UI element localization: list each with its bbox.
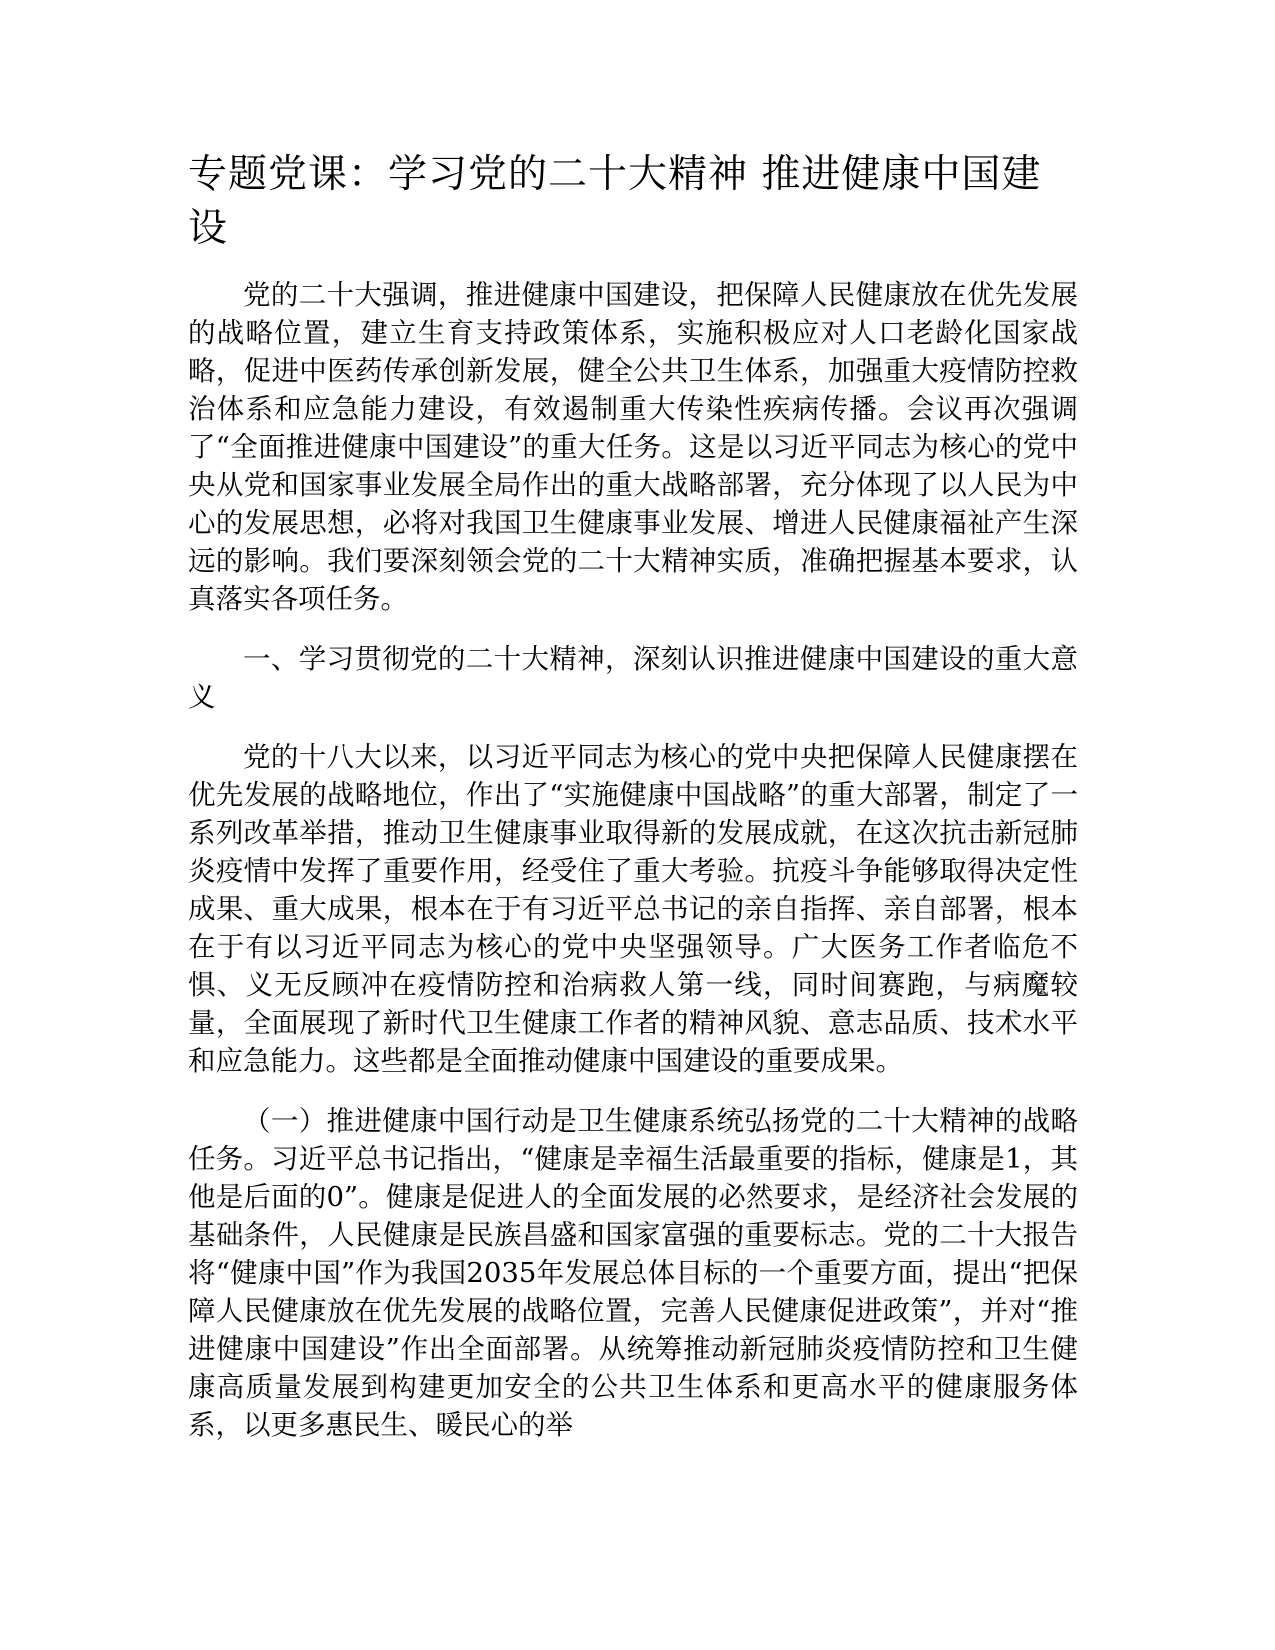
paragraph-achievements: 党的十八大以来，以习近平同志为核心的党中央把保障人民健康摆在优先发展的战略地位，作出了“实施健康中国战略”的重大部署，制定了一系列改革举措，推动卫生健康事业取得新的发展成就，在这次抗击新冠肺炎疫情中发挥了重要作用，经受住了重大考验。抗疫斗争能够取得决定性成果、重大成果，根本在于有习近平总书记的亲自指挥、亲自部署，根本在于有以习近平同志为核心的党中央坚强领导。广大医务工作者临危不惧、义无反顾冲在疫情防控和治病救人第一线，同时间赛跑，与病魔较量，全面展现了新时代卫生健康工作者的精神风貌、意志品质、技术水平和应急能力。这些都是全面推动健康中国建设的重要成果。 (188, 741, 1078, 1077)
section-heading-1: 一、学习贯彻党的二十大精神，深刻认识推进健康中国建设的重大意义 (188, 643, 1078, 713)
paragraph-subsection-1: （一）推进健康中国行动是卫生健康系统弘扬党的二十大精神的战略任务。习近平总书记指出，“健康是幸福生活最重要的指标，健康是1，其他是后面的0”。健康是促进人的全面发展的必然要求，是经济社会发展的基础条件，人民健康是民族昌盛和国家富强的重要标志。党的二十大报告将“健康中国”作为我国2035年发展总体目标的一个重要方面，提出“把保障人民健康放在优先发展的战略位置，完善人民健康促进政策”，并对“推进健康中国建设”作出全面部署。从统筹推动新冠肺炎疫情防控和卫生健康高质量发展到构建更加安全的公共卫生体系和更高水平的健康服务体系，以更多惠民生、暖民心的举 (188, 1105, 1078, 1441)
paragraph-intro: 党的二十大强调，推进健康中国建设，把保障人民健康放在优先发展的战略位置，建立生育支持政策体系，实施积极应对人口老龄化国家战略，促进中医药传承创新发展，健全公共卫生体系，加强重大疫情防控救治体系和应急能力建设，有效遏制重大传染性疾病传播。会议再次强调了“全面推进健康中国建设”的重大任务。这是以习近平同志为核心的党中央从党和国家事业发展全局作出的重大战略部署，充分体现了以人民为中心的发展思想，必将对我国卫生健康事业发展、增进人民健康福祉产生深远的影响。我们要深刻领会党的二十大精神实质，准确把握基本要求，认真落实各项任务。 (188, 279, 1078, 615)
document-title: 专题党课：学习党的二十大精神 推进健康中国建设 (188, 152, 1042, 251)
document-page (188, 148, 1078, 1444)
